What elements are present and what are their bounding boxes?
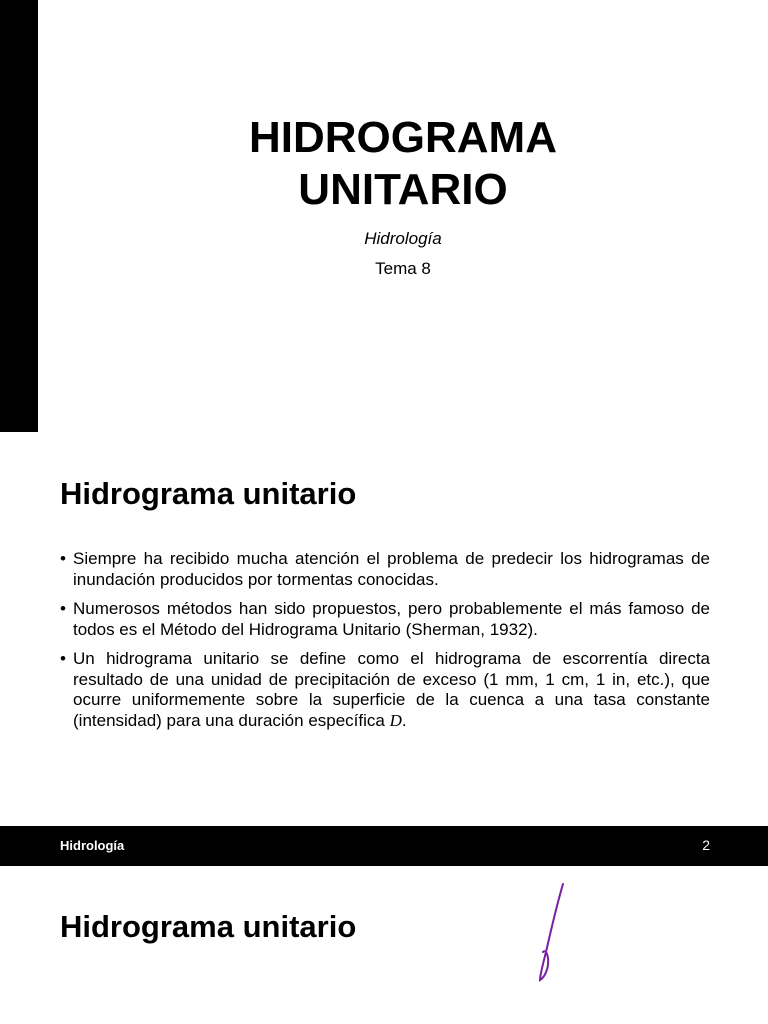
side-bar bbox=[0, 0, 38, 432]
bullet-dot-icon: • bbox=[60, 599, 66, 618]
bullet-list bbox=[60, 549, 710, 740]
content-slide-next bbox=[0, 866, 768, 1024]
slide-title-line-2: UNITARIO bbox=[298, 165, 508, 214]
page-number: 2 bbox=[702, 837, 710, 853]
bullet-text: Numerosos métodos han sido propuestos, pero probablemente el más famoso de todos es el Método del Hidrograma Unitario (Sherman, 1932). bbox=[73, 599, 710, 639]
slide-heading: Hidrograma unitario bbox=[60, 909, 357, 944]
slide-subtitle: Hidrología bbox=[364, 229, 442, 248]
duration-variable: D bbox=[389, 710, 402, 730]
slide-title bbox=[38, 112, 768, 216]
bullet-dot-icon: • bbox=[60, 549, 66, 568]
bullet-item bbox=[60, 649, 710, 731]
bullet-dot-icon: • bbox=[60, 649, 66, 668]
bullet-suffix: . bbox=[401, 710, 407, 730]
slide-heading: Hidrograma unitario bbox=[60, 476, 357, 511]
slide-footer bbox=[0, 826, 768, 866]
bullet-item bbox=[60, 549, 710, 590]
handwritten-mark-icon bbox=[530, 882, 570, 986]
title-slide bbox=[0, 0, 768, 432]
slide-title-line-1: HIDROGRAMA bbox=[249, 113, 557, 162]
footer-course-name: Hidrología bbox=[60, 838, 125, 853]
bullet-text: Un hidrograma unitario se define como el hidrograma de escorrentía directa resultado de una unidad de precipitación de exceso (1 mm, 1 cm, 1 in, etc.), que ocurre uniformemente sobre la superficie de la cuenca a una tasa constante (intensidad) para una duración específica bbox=[73, 649, 710, 730]
bullet-item bbox=[60, 599, 710, 640]
slide-topic: Tema 8 bbox=[375, 259, 431, 278]
content-slide bbox=[0, 432, 768, 866]
bullet-text: Siempre ha recibido mucha atención el problema de predecir los hidrogramas de inundación producidos por tormentas conocidas. bbox=[73, 549, 710, 589]
